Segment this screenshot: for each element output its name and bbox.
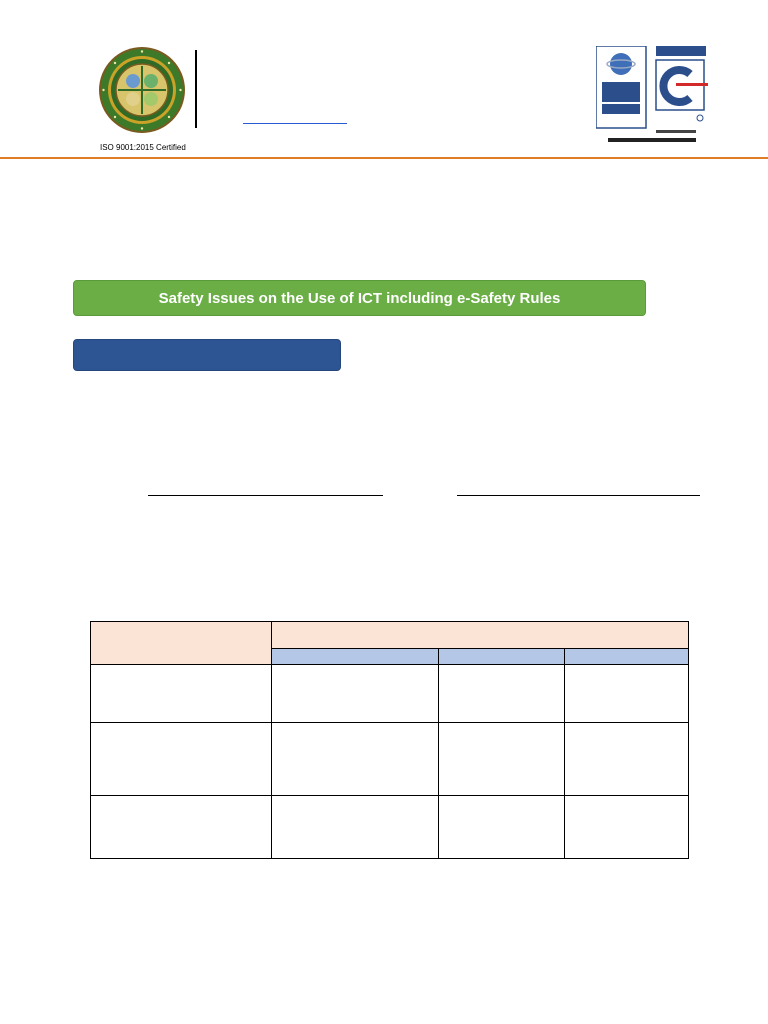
table-cell-r1-c4 [564, 664, 689, 723]
header-rule [0, 157, 768, 159]
table-cell-r2-c4 [564, 722, 689, 796]
header-divider [195, 50, 197, 128]
table-cell-r2-c3 [438, 722, 565, 796]
table-cell-r2-c2 [271, 722, 439, 796]
header-link-underline[interactable] [243, 123, 347, 124]
table-cell-r2-c1 [90, 722, 272, 796]
section-heading-banner [73, 339, 341, 371]
table-cell-r3-c4 [564, 795, 689, 859]
university-seal-logo [98, 46, 186, 134]
answer-blank-2[interactable] [457, 495, 700, 496]
table-header-cell-1 [90, 621, 272, 665]
iso-certification-text: ISO 9001:2015 Certified [100, 143, 186, 152]
table-cell-r3-c2 [271, 795, 439, 859]
table-subheader-cell-1 [271, 648, 439, 665]
table-cell-r1-c2 [271, 664, 439, 723]
table-subheader-cell-2 [438, 648, 565, 665]
table-subheader-cell-3 [564, 648, 689, 665]
lesson-title: Safety Issues on the Use of ICT including e-Safety Rules [158, 289, 561, 307]
table-cell-r3-c3 [438, 795, 565, 859]
table-cell-r3-c1 [90, 795, 272, 859]
answer-blank-1[interactable] [148, 495, 383, 496]
lesson-title-banner [73, 280, 646, 316]
table-cell-r1-c1 [90, 664, 272, 723]
table-header-span-cell [271, 621, 689, 649]
table-cell-r1-c3 [438, 664, 565, 723]
jas-anz-certification-logo [596, 46, 708, 146]
